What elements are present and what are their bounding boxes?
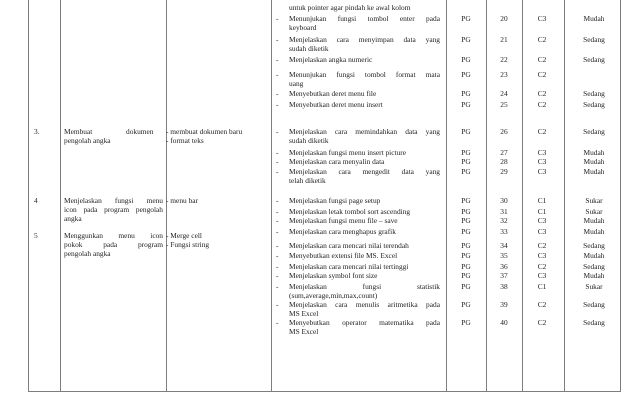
difficulty-level: Sedang — [583, 241, 605, 250]
cognitive-level: C2 — [537, 35, 547, 44]
indicator-text: Menjelaskan cara menghapus grafik — [289, 227, 396, 236]
cognitive-level: C3 — [537, 14, 547, 23]
question-number: 24 — [500, 89, 508, 98]
row-number: 3. — [34, 127, 40, 136]
indicator-bullet: - — [276, 318, 279, 327]
indicator-bullet: - — [276, 55, 279, 64]
indicator-bullet: - — [276, 300, 279, 309]
question-number: 36 — [500, 262, 508, 271]
difficulty-level: Mudah — [583, 227, 605, 236]
indicator-text: Menyebutkan deret menu file — [289, 89, 377, 98]
column-divider — [564, 0, 565, 392]
indicator-text: MS Excel — [289, 327, 319, 336]
question-number: 29 — [500, 167, 508, 176]
question-type: PG — [461, 35, 471, 44]
indicator-bullet: - — [276, 89, 279, 98]
question-type: PG — [461, 89, 471, 98]
cognitive-level: C2 — [537, 70, 547, 79]
indicator-bullet: - — [276, 127, 279, 136]
question-type: PG — [461, 55, 471, 64]
kd-text: Menjelaskan fungsi menu — [64, 196, 163, 205]
indicator-bullet: - — [276, 207, 279, 216]
difficulty-level: Mudah — [583, 157, 605, 166]
indicator-text: Menjelaskan fungsi menu insert picture — [289, 148, 406, 157]
row-number: 5 — [34, 231, 38, 240]
difficulty-level: Mudah — [583, 271, 605, 280]
table-border-left — [28, 0, 29, 392]
cognitive-level: C3 — [537, 167, 547, 176]
indicator-text: sudah diketik — [289, 136, 329, 145]
indicator-bullet: - — [276, 271, 279, 280]
question-type: PG — [461, 282, 471, 291]
question-number: 28 — [500, 157, 508, 166]
kd-text: pengolah angka — [64, 249, 111, 258]
difficulty-level: Sukar — [585, 196, 603, 205]
question-number: 35 — [500, 251, 508, 260]
difficulty-level: Mudah — [583, 167, 605, 176]
question-type: PG — [461, 300, 471, 309]
indicator-text: Menunjukan fungsi tombol format mata — [289, 70, 440, 79]
difficulty-level: Sedang — [583, 127, 605, 136]
materi-text: - format teks — [166, 136, 204, 145]
question-number: 31 — [500, 207, 508, 216]
kd-text: angka — [64, 214, 82, 223]
column-divider — [271, 0, 272, 392]
question-number: 23 — [500, 70, 508, 79]
indicator-text: Menjelaskan cara mencari nilai terendah — [289, 241, 409, 250]
indicator-bullet: - — [276, 282, 279, 291]
indicator-text: Menyebutkan deret menu insert — [289, 100, 383, 109]
question-number: 40 — [500, 318, 508, 327]
question-type: PG — [461, 207, 471, 216]
cognitive-level: C3 — [537, 157, 547, 166]
indicator-text: Menyebutkan operator matematika pada — [289, 318, 440, 327]
cognitive-level: C2 — [537, 100, 547, 109]
cognitive-level: C2 — [537, 127, 547, 136]
question-number: 39 — [500, 300, 508, 309]
difficulty-level: Mudah — [583, 251, 605, 260]
indicator-bullet: - — [276, 227, 279, 236]
question-type: PG — [461, 196, 471, 205]
question-type: PG — [461, 167, 471, 176]
column-divider — [60, 0, 61, 392]
indicator-text: Menjelaskan angka numeric — [289, 55, 373, 64]
question-type: PG — [461, 100, 471, 109]
cognitive-level: C2 — [537, 89, 547, 98]
cognitive-level: C3 — [537, 227, 547, 236]
kd-text: icon pada program pengolah — [64, 205, 163, 214]
cognitive-level: C1 — [537, 282, 547, 291]
indicator-bullet: - — [276, 251, 279, 260]
question-number: 22 — [500, 55, 508, 64]
indicator-text: Menjelaskan cara mencari nilai tertinggi — [289, 262, 409, 271]
indicator-text: telah diketik — [289, 176, 326, 185]
difficulty-level: Sedang — [583, 318, 605, 327]
kd-text: Menggunkan menu icon — [64, 231, 163, 240]
indicator-text: Menjelaskan cara memindahkan data yang — [289, 127, 440, 136]
difficulty-level: Sedang — [583, 89, 605, 98]
cognitive-level: C2 — [537, 241, 547, 250]
question-number: 30 — [500, 196, 508, 205]
difficulty-level: Mudah — [583, 14, 605, 23]
indicator-text: Menjelaskan symbol font size — [289, 271, 378, 280]
question-type: PG — [461, 216, 471, 225]
question-type: PG — [461, 70, 471, 79]
question-number: 26 — [500, 127, 508, 136]
indicator-text: Menunjukan fungsi tombol enter pada — [289, 14, 440, 23]
indicator-bullet: - — [276, 167, 279, 176]
cognitive-level: C3 — [537, 251, 547, 260]
question-type: PG — [461, 127, 471, 136]
cognitive-level: C2 — [537, 318, 547, 327]
kd-text: pokok pada program — [64, 240, 163, 249]
question-number: 38 — [500, 282, 508, 291]
indicator-text: MS Excel — [289, 309, 319, 318]
cognitive-level: C1 — [537, 196, 547, 205]
kd-text: dokumen — [126, 127, 154, 136]
indicator-bullet: - — [276, 35, 279, 44]
question-number: 33 — [500, 227, 508, 236]
indicator-bullet: - — [276, 100, 279, 109]
indicator-bullet: - — [276, 148, 279, 157]
question-type: PG — [461, 14, 471, 23]
cognitive-level: C2 — [537, 55, 547, 64]
indicator-text: Menjelaskan letak tombol sort ascending — [289, 207, 411, 216]
question-type: PG — [461, 318, 471, 327]
question-number: 34 — [500, 241, 508, 250]
indicator-text: sudah diketik — [289, 44, 329, 53]
table-border-right — [620, 0, 621, 392]
question-type: PG — [461, 271, 471, 280]
indicator-bullet: - — [276, 157, 279, 166]
row-number: 4 — [34, 196, 38, 205]
cognitive-level: C3 — [537, 148, 547, 157]
table-border-bottom — [28, 391, 620, 392]
indicator-text: untuk pointer agar pindah ke awal kolom — [289, 3, 411, 12]
indicator-text: (sum,average,min,max,count) — [289, 291, 378, 300]
difficulty-level: Sedang — [583, 100, 605, 109]
materi-text: - membuat dokumen baru — [166, 127, 243, 136]
indicator-text: Menjelaskan fungsi statistik — [289, 282, 440, 291]
question-type: PG — [461, 148, 471, 157]
indicator-bullet: - — [276, 14, 279, 23]
cognitive-level: C2 — [537, 300, 547, 309]
difficulty-level: Sedang — [583, 262, 605, 271]
difficulty-level: Sukar — [585, 207, 603, 216]
difficulty-level: Mudah — [583, 148, 605, 157]
difficulty-level: Sedang — [583, 35, 605, 44]
question-number: 25 — [500, 100, 508, 109]
question-type: PG — [461, 241, 471, 250]
question-number: 37 — [500, 271, 508, 280]
indicator-text: keyboard — [289, 23, 317, 32]
indicator-text: Menjelaskan fungsi page setup — [289, 196, 381, 205]
indicator-bullet: - — [276, 196, 279, 205]
difficulty-level: Sukar — [585, 282, 603, 291]
indicator-bullet: - — [276, 70, 279, 79]
difficulty-level: Sedang — [583, 55, 605, 64]
materi-text: - Merge cell — [166, 231, 202, 240]
kd-text: Membuat — [64, 127, 93, 136]
materi-text: - menu bar — [166, 196, 199, 205]
cognitive-level: C3 — [537, 271, 547, 280]
indicator-text: Menjelaskan cara menulis aritmetika pada — [289, 300, 440, 309]
question-type: PG — [461, 227, 471, 236]
question-type: PG — [461, 157, 471, 166]
question-number: 27 — [500, 148, 508, 157]
question-number: 21 — [500, 35, 508, 44]
kd-text: pengolah angka — [64, 136, 111, 145]
question-number: 32 — [500, 216, 508, 225]
indicator-text: Menjelaskan cara menyimpan data yang — [289, 35, 440, 44]
difficulty-level: Mudah — [583, 216, 605, 225]
indicator-text: Menyebutkan extensi file MS. Excel — [289, 251, 398, 260]
indicator-text: Menjelaskan fungsi menu file – save — [289, 216, 398, 225]
materi-text: - Fungsi string — [166, 240, 210, 249]
difficulty-level: Sedang — [583, 300, 605, 309]
cognitive-level: C3 — [537, 216, 547, 225]
question-type: PG — [461, 262, 471, 271]
indicator-text: Menjelaskan cara menyalin data — [289, 157, 385, 166]
cognitive-level: C2 — [537, 262, 547, 271]
indicator-text: uang — [289, 79, 304, 88]
indicator-text: Menjelaskan cara mengedit data yang — [289, 167, 440, 176]
cognitive-level: C1 — [537, 207, 547, 216]
question-type: PG — [461, 251, 471, 260]
indicator-bullet: - — [276, 262, 279, 271]
indicator-bullet: - — [276, 216, 279, 225]
question-number: 20 — [500, 14, 508, 23]
indicator-bullet: - — [276, 241, 279, 250]
